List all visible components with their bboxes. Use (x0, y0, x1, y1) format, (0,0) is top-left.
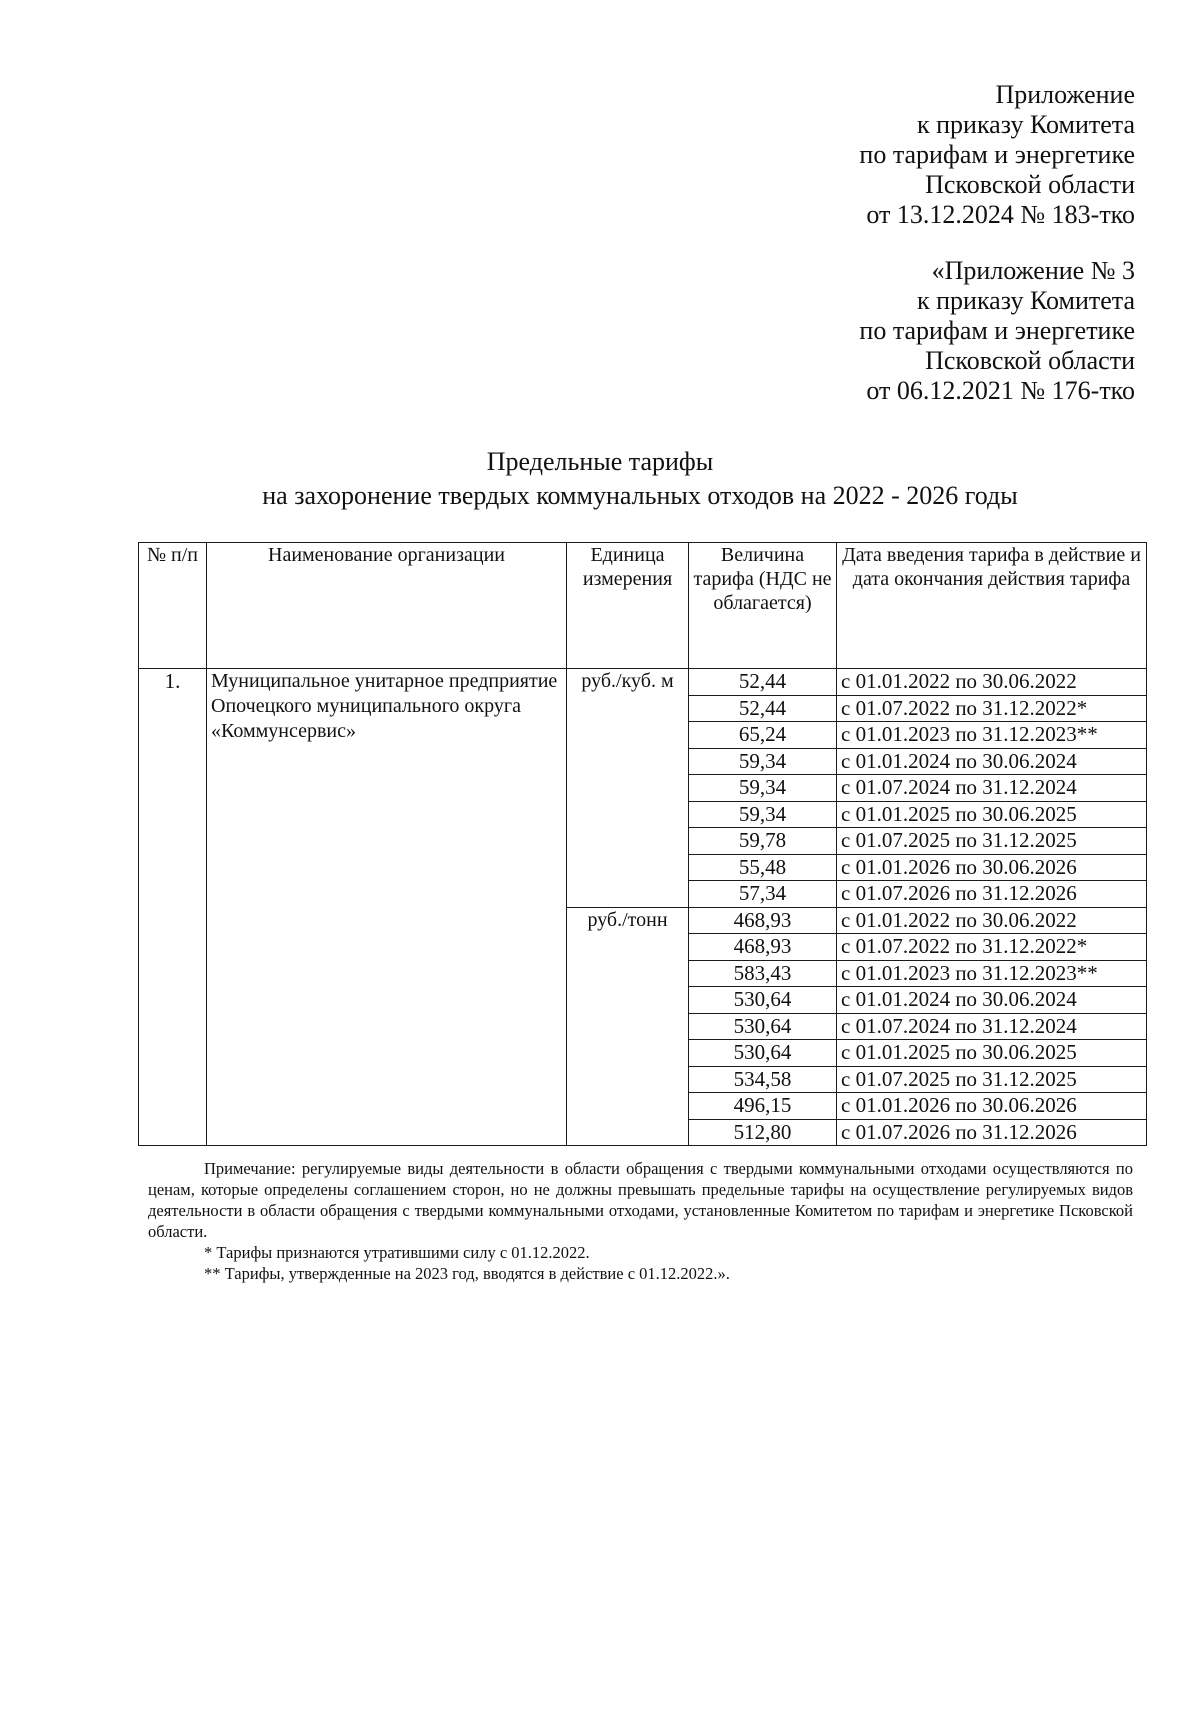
tariff-period: с 01.07.2026 по 31.12.2026 (837, 881, 1147, 908)
tariff-value: 52,44 (689, 669, 837, 696)
appendix-line: Псковской области (925, 170, 1135, 199)
table-row (139, 669, 1147, 696)
appendix-line: к приказу Комитета (916, 286, 1135, 315)
tariff-period: с 01.07.2022 по 31.12.2022* (837, 934, 1147, 961)
appendix-line: по тарифам и энергетике (859, 140, 1135, 169)
tariff-period: с 01.01.2025 по 30.06.2025 (837, 801, 1147, 828)
note-star-2: ** Тарифы, утвержденные на 2023 год, вводятся в действие с 01.12.2022.». (204, 1264, 730, 1283)
tariff-value: 65,24 (689, 722, 837, 749)
notes (148, 1158, 1133, 1284)
tariff-value: 52,44 (689, 695, 837, 722)
row-number: 1. (139, 669, 207, 1146)
appendix-line: Псковской области (925, 346, 1135, 375)
tariff-value: 57,34 (689, 881, 837, 908)
tariff-period: с 01.07.2024 по 31.12.2024 (837, 1013, 1147, 1040)
header-value: Величина тарифа (НДС не облагается) (689, 543, 837, 669)
tariff-value: 59,78 (689, 828, 837, 855)
appendix-line: Приложение (995, 80, 1135, 109)
table-body (139, 669, 1147, 1146)
tariff-value: 59,34 (689, 801, 837, 828)
tariff-value: 468,93 (689, 907, 837, 934)
tariff-value: 55,48 (689, 854, 837, 881)
tariff-period: с 01.07.2026 по 31.12.2026 (837, 1119, 1147, 1146)
header-unit: Единица измерения (567, 543, 689, 669)
note-main: Примечание: регулируемые виды деятельности в области обращения с твердыми коммунальными отходами осуществляются по ценам, которые определены соглашением сторон, но не должны превышать предельные тарифы на осуществление регулируемых видов деятельности в области обращения с твердыми коммунальными отходами, установленные Комитетом по тарифам и энергетике Псковской области. (148, 1159, 1133, 1241)
tariff-value: 468,93 (689, 934, 837, 961)
document-subtitle: на захоронение твердых коммунальных отходов на 2022 - 2026 годы (262, 481, 1018, 510)
tariff-value: 530,64 (689, 1013, 837, 1040)
note-star-1: * Тарифы признаются утратившими силу с 01.12.2022. (204, 1243, 590, 1262)
unit-cell: руб./тонн (567, 907, 689, 1146)
document-title: Предельные тарифы (486, 447, 714, 476)
unit-cell: руб./куб. м (567, 669, 689, 908)
tariff-value: 59,34 (689, 775, 837, 802)
tariff-value: 530,64 (689, 987, 837, 1014)
tariff-value: 512,80 (689, 1119, 837, 1146)
tariff-period: с 01.01.2022 по 30.06.2022 (837, 669, 1147, 696)
tariff-value: 496,15 (689, 1093, 837, 1120)
tariff-period: с 01.01.2024 по 30.06.2024 (837, 987, 1147, 1014)
tariff-value: 583,43 (689, 960, 837, 987)
header-dates: Дата введения тарифа в действие и дата окончания действия тарифа (837, 543, 1147, 669)
organization-name: Муниципальное унитарное предприятие Опочецкого муниципального округа «Коммунсервис» (207, 669, 567, 1146)
tariff-period: с 01.01.2022 по 30.06.2022 (837, 907, 1147, 934)
tariff-period: с 01.01.2025 по 30.06.2025 (837, 1040, 1147, 1067)
appendix-header (859, 80, 1135, 230)
tariff-period: с 01.07.2022 по 31.12.2022* (837, 695, 1147, 722)
tariff-period: с 01.07.2025 по 31.12.2025 (837, 1066, 1147, 1093)
tariff-table (138, 542, 1147, 1146)
tariff-period: с 01.01.2023 по 31.12.2023** (837, 960, 1147, 987)
appendix-line: к приказу Комитета (916, 110, 1135, 139)
tariff-period: с 01.07.2025 по 31.12.2025 (837, 828, 1147, 855)
table-header-row (139, 543, 1147, 669)
tariff-value: 59,34 (689, 748, 837, 775)
appendix-line: от 06.12.2021 № 176-тко (866, 376, 1135, 405)
appendix-line: по тарифам и энергетике (859, 316, 1135, 345)
tariff-period: с 01.01.2026 по 30.06.2026 (837, 1093, 1147, 1120)
appendix-line: от 13.12.2024 № 183-тко (866, 200, 1135, 229)
header-org: Наименование организации (207, 543, 567, 669)
tariff-value: 534,58 (689, 1066, 837, 1093)
tariff-period: с 01.01.2024 по 30.06.2024 (837, 748, 1147, 775)
original-appendix-header (859, 256, 1135, 406)
tariff-period: с 01.01.2023 по 31.12.2023** (837, 722, 1147, 749)
tariff-value: 530,64 (689, 1040, 837, 1067)
header-num: № п/п (139, 543, 207, 669)
tariff-period: с 01.01.2026 по 30.06.2026 (837, 854, 1147, 881)
tariff-period: с 01.07.2024 по 31.12.2024 (837, 775, 1147, 802)
appendix-line: «Приложение № 3 (931, 256, 1135, 285)
